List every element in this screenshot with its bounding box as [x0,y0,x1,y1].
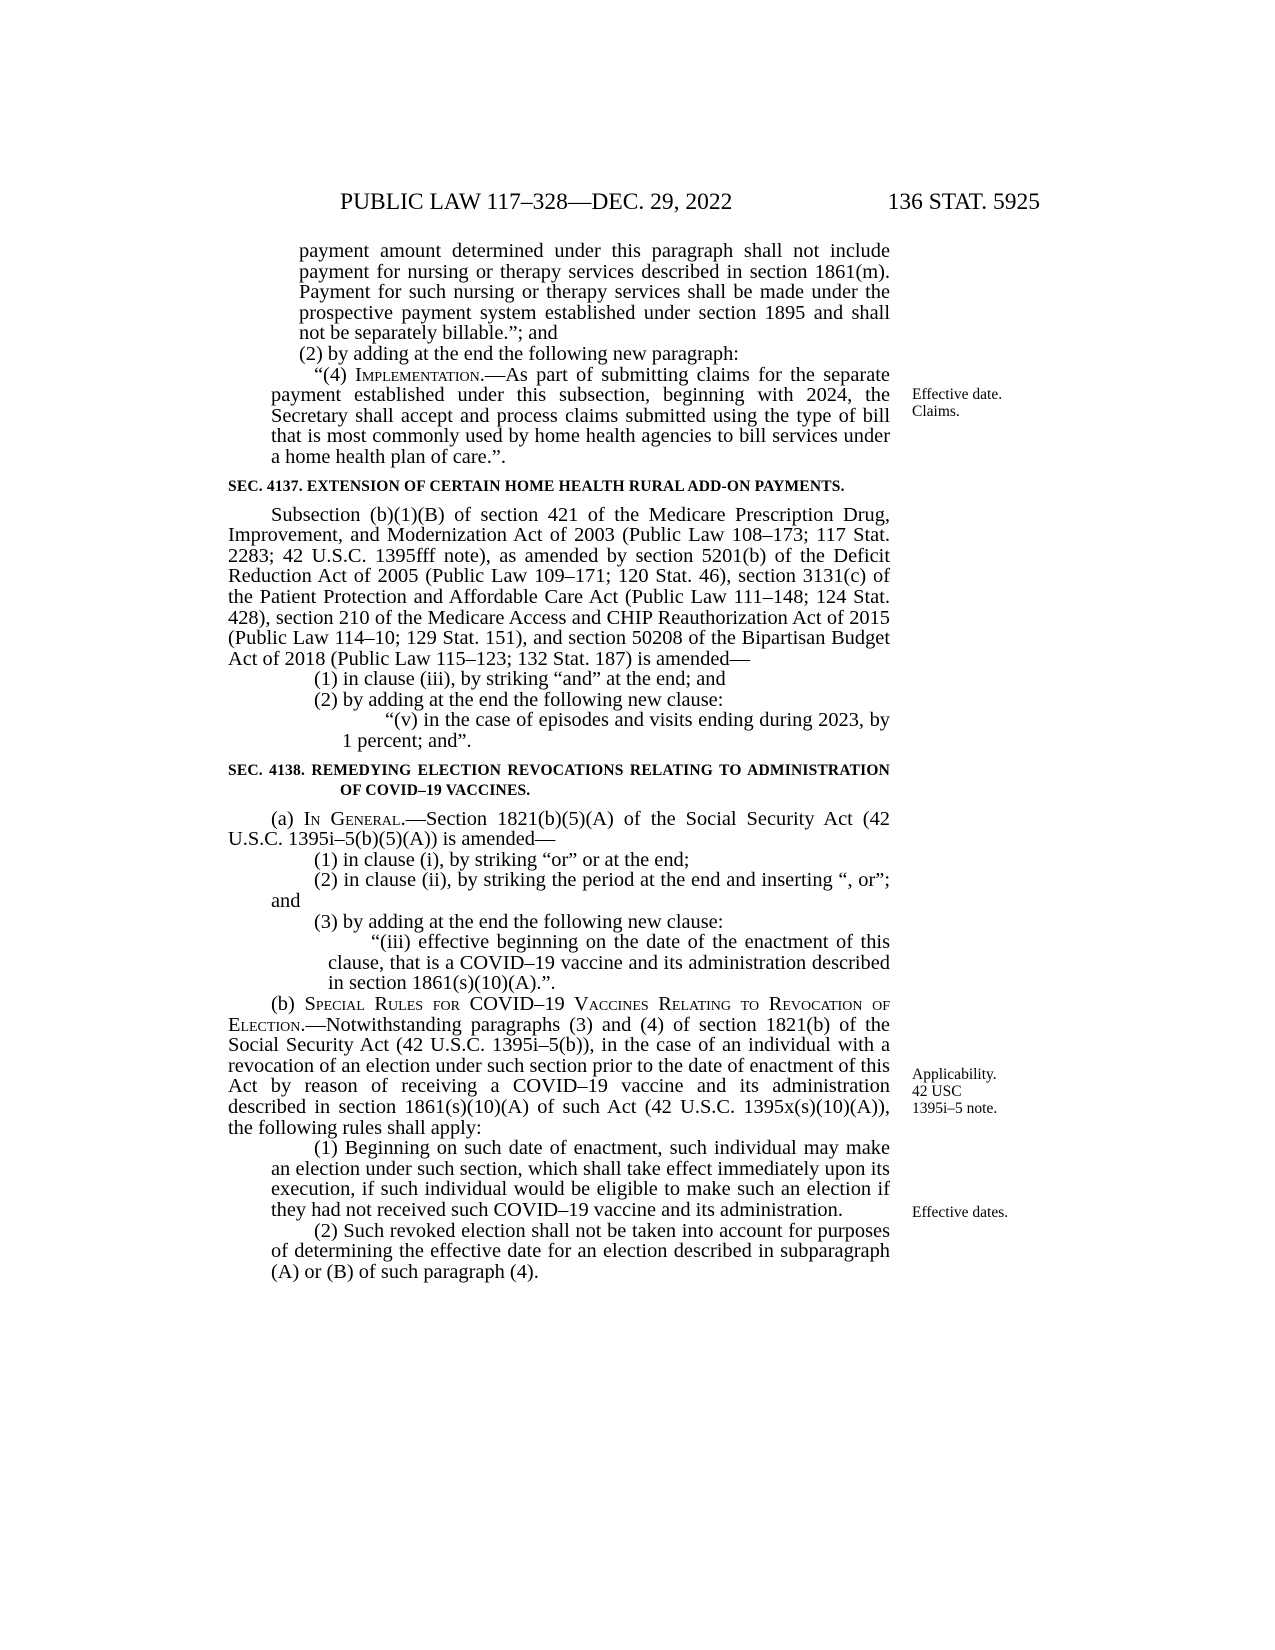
margin-note-line: Effective dates. [912,1204,1009,1221]
margin-note-effective-date-claims [912,386,1002,420]
subsection-b-item-2: (2) Such revoked election shall not be taken into account for purposes of determining the effective date for an election described in subparagraph (A) or (B) of such paragraph (4). [271,1219,890,1283]
subsection-b-label: (b) [271,993,305,1015]
subsection-a-text: .—Section 1821(b)(5)(A) of the Social Security Act (42 U.S.C. 1395i–5(b)(5)(A)) is amended— [228,807,890,851]
margin-note-applicability [912,1066,997,1117]
statute-page-number: 136 STAT. 5925 [887,189,1040,215]
section-4137-item-2: (2) by adding at the end the following new clause: [314,688,724,711]
subsection-a-heading: In General [303,807,401,830]
law-citation-header: PUBLIC LAW 117–328—DEC. 29, 2022 [340,189,733,215]
section-4138-heading: SEC. 4138. REMEDYING ELECTION REVOCATIONS RELATING TO ADMINISTRATION OF COVID–19 VACCINES. [228,761,890,799]
implementation-paragraph [228,365,890,468]
subsection-b [228,994,890,1138]
margin-note-line: Effective date. [912,386,1003,403]
implementation-text: .—As part of submitting claims for the separate payment established under this subsection, beginning with 2024, the Secretary shall accept and process claims submitted using the type of bill that is most commonly used by home health agencies to bill services under a home health plan of care.”. [271,363,890,468]
subsection-a [228,809,890,850]
margin-note-line: Applicability. [912,1066,997,1083]
section-4137-item-1: (1) in clause (iii), by striking “and” at the end; and [314,668,726,691]
paragraph-number: “(4) [314,363,356,386]
subsection-b-text: .—Notwithstanding paragraphs (3) and (4) of section 1821(b) of the Social Security Act (42 U.S.C. 1395i–5(b)), in the case of an individual with a revocation of an election under such section prior to the date of enactment of this Act by reason of receiving a COVID–19 vaccine and its administration described in section 1861(s)(10)(A) of such Act (42 U.S.C. 1395x(s)(10)(A)), the following rules shall apply: [228,1013,890,1139]
subsection-b-item-1: (1) Beginning on such date of enactment, such individual may make an election under such section, which shall take effect immediately upon its execution, if such individual would be eligible to make such an election if they had not received such COVID–19 vaccine and its administration. [271,1137,890,1221]
subsection-a-item-1: (1) in clause (i), by striking “or” or at the end; [314,848,690,871]
subsection-a-item-2: (2) in clause (ii), by striking the period at the end and inserting “, or”; and [271,869,890,913]
implementation-heading: Implementation [355,363,480,386]
running-head [340,189,1040,219]
document-body [228,241,890,1282]
subsection-a-item-3: (3) by adding at the end the following new clause: [314,910,724,933]
section-4137-heading: SEC. 4137. EXTENSION OF CERTAIN HOME HEALTH RURAL ADD-ON PAYMENTS. [228,477,845,495]
margin-note-effective-dates [912,1204,1008,1221]
margin-note-line: 42 USC [912,1083,962,1100]
margin-note-line: Claims. [912,403,960,420]
margin-note-line: 1395i–5 note. [912,1100,998,1117]
section-4137-new-clause: “(v) in the case of episodes and visits ending during 2023, by 1 percent; and”. [342,709,890,753]
subsection-a-label: (a) [271,807,304,830]
continuation-paragraph: payment amount determined under this paragraph shall not include payment for nursing or therapy services described in section 1861(m). Payment for such nursing or therapy services shall be made under the prospective payment system established under section 1895 and shall not be separately billable.”; and [299,240,890,345]
subsection-a-new-clause: “(iii) effective beginning on the date of the enactment of this clause, that is a COVID–19 vaccine and its administration described in section 1861(s)(10)(A).”. [328,931,890,995]
section-4137-text: Subsection (b)(1)(B) of section 421 of the Medicare Prescription Drug, Improvement, and Modernization Act of 2003 (Public Law 108–173; 117 Stat. 2283; 42 U.S.C. 1395fff note), as amended by section 5201(b) of the Deficit Reduction Act of 2005 (Public Law 109–171; 120 Stat. 46), section 3131(c) of the Patient Protection and Affordable Care Act (Public Law 111–148; 124 Stat. 428), section 210 of the Medicare Access and CHIP Reauthorization Act of 2015 (Public Law 114–10; 129 Stat. 151), and section 50208 of the Bipartisan Budget Act of 2018 (Public Law 115–123; 132 Stat. 187) is amended— [228,503,890,670]
amendment-item-2: (2) by adding at the end the following new paragraph: [299,342,739,365]
subsection-b-heading: Special Rules for COVID–19 Vaccines Relating to Revocation of Election [228,993,890,1036]
